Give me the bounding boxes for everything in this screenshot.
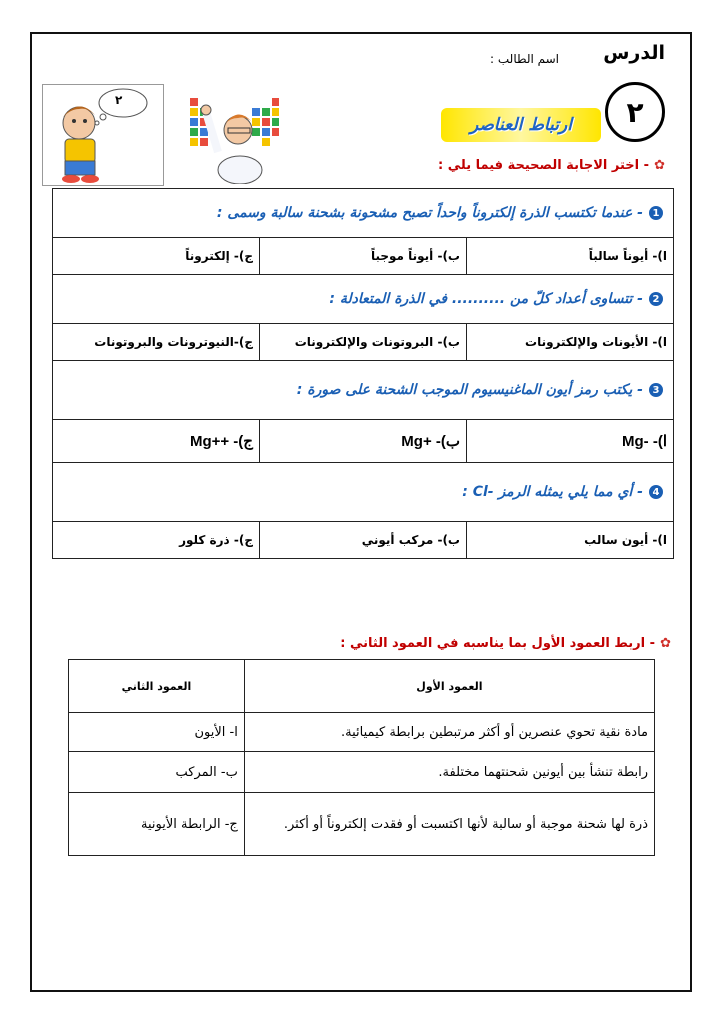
- section2-heading: [340, 632, 671, 651]
- section1-heading: [438, 154, 665, 173]
- student-name-label: اسم الطالب :: [490, 52, 559, 66]
- gear-bullet-icon: ✿: [654, 158, 665, 173]
- thinking-boy-illustration: [42, 84, 164, 186]
- question-text: - يكتب رمز أيون الماغنيسيوم الموجب الشحنة على صورة :: [296, 382, 643, 398]
- option-c[interactable]: ج)- ذرة كلور: [179, 533, 253, 547]
- column-2-cell: ب- المركب: [69, 752, 245, 793]
- question-3: [53, 361, 673, 420]
- column-1-header: العمود الأول: [244, 660, 654, 713]
- lesson-title: ارتباط العناصر: [441, 108, 601, 142]
- table-row: [69, 713, 655, 752]
- scientist-periodic-table-illustration: [188, 92, 280, 184]
- column-1-cell: مادة نقية تحوي عنصرين أو أكثر مرتبطين برابطة كيميائية.: [244, 713, 654, 752]
- question-text: - تتساوى أعداد كلّ من .......... في الذرة المتعادلة :: [329, 291, 643, 307]
- option-a[interactable]: ا)- أيون سالب: [466, 522, 673, 558]
- column-2-cell: ج- الرابطة الأيونية: [69, 793, 245, 856]
- question-4: [53, 463, 673, 522]
- question-1: [53, 189, 673, 238]
- option-b[interactable]: ب)- أيوناً موجباً: [259, 238, 466, 274]
- question-2: [53, 275, 673, 324]
- option-c[interactable]: ج)- إلكتروناً: [185, 249, 253, 263]
- question-text: - عندما تكتسب الذرة إلكتروناً واحداً تصبح مشحونة بشحنة سالبة وسمى :: [216, 205, 643, 221]
- option-a[interactable]: ا)- -Mg: [466, 420, 673, 462]
- column-1-cell: ذرة لها شحنة موجبة أو سالبة لأنها اكتسبت أو فقدت إلكتروناً أو أكثر.: [244, 793, 654, 856]
- question-number-badge: 2: [649, 292, 663, 306]
- answer-row-3: [53, 420, 673, 463]
- option-b[interactable]: ب)- +Mg: [259, 420, 466, 462]
- section2-instruction: - اربط العمود الأول بما يناسبه في العمود الثاني :: [340, 636, 655, 651]
- answer-row-2: [53, 324, 673, 361]
- thought-bubble-number: ٢: [115, 93, 123, 107]
- gear-bullet-icon: ✿: [660, 636, 671, 651]
- mcq-table: [52, 188, 674, 559]
- option-a[interactable]: ا)- أيوناً سالباً: [466, 238, 673, 274]
- question-text: - أي مما يلي يمثله الرمز -Cl :: [462, 484, 643, 500]
- table-header-row: [69, 660, 655, 713]
- question-number-badge: 1: [649, 206, 663, 220]
- option-b[interactable]: ب)- مركب أيوني: [259, 522, 466, 558]
- answer-row-1: [53, 238, 673, 275]
- column-2-header: العمود الثاني: [69, 660, 245, 713]
- option-c[interactable]: ج)-النيوترونات والبروتونات: [94, 335, 253, 349]
- option-b[interactable]: ب)- البروتونات والإلكترونات: [259, 324, 466, 360]
- lesson-label: الدرس: [603, 42, 665, 64]
- lesson-number-badge: ٢: [605, 82, 665, 142]
- option-a[interactable]: ا)- الأيونات والإلكترونات: [466, 324, 673, 360]
- question-number-badge: 4: [649, 485, 663, 499]
- option-c[interactable]: ج)- ++Mg: [189, 433, 253, 450]
- table-row: [69, 752, 655, 793]
- matching-table: [68, 659, 655, 856]
- table-row: [69, 793, 655, 856]
- column-1-cell: رابطة تنشأ بين أيونين شحنتهما مختلفة.: [244, 752, 654, 793]
- section1-instruction: - اختر الاجابة الصحيحة فيما يلي :: [438, 158, 649, 173]
- question-number-badge: 3: [649, 383, 663, 397]
- column-2-cell: ا- الأيون: [69, 713, 245, 752]
- answer-row-4: [53, 522, 673, 558]
- boy-icon: [43, 85, 163, 185]
